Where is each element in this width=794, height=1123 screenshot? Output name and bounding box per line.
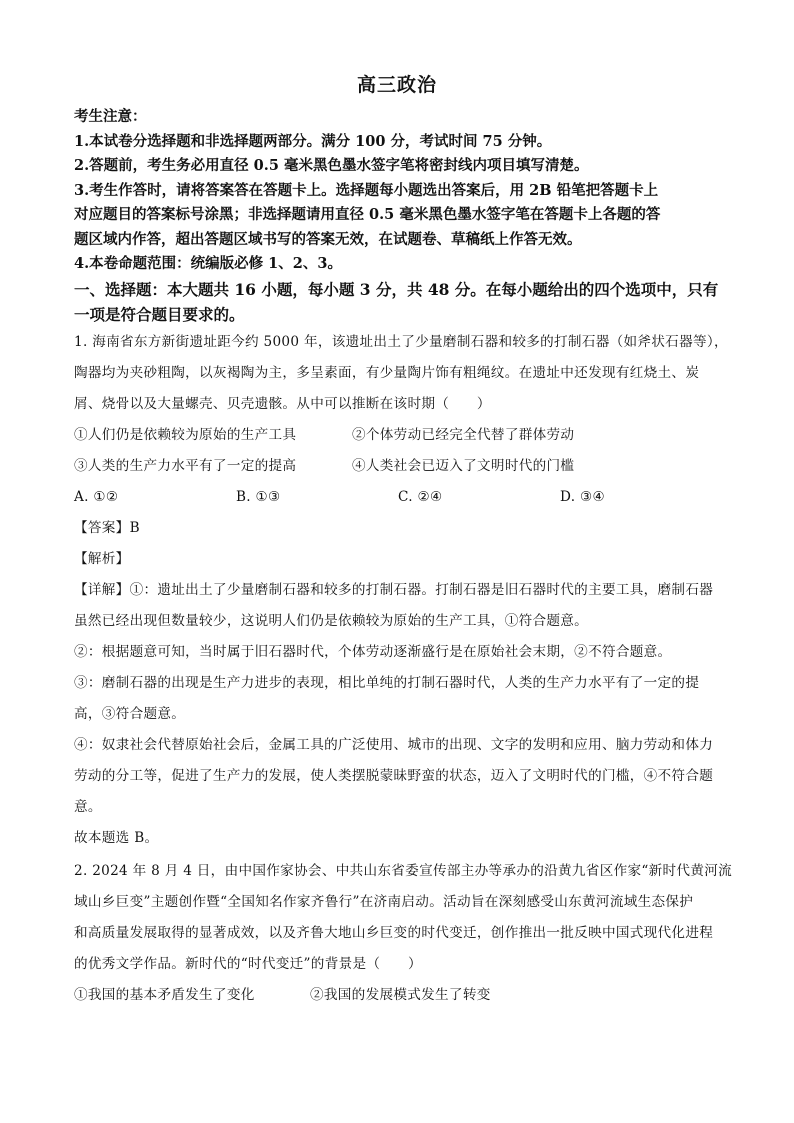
question-stem-line: 的优秀文学作品。新时代的“时代变迁”的背景是（ ） — [74, 956, 422, 972]
statement-row — [74, 451, 724, 482]
detail-line: 高，③符合题意。 — [74, 706, 186, 722]
statement-row — [74, 420, 724, 451]
analysis-label: 【解析】 — [74, 551, 130, 567]
question-stem-line: 1. 海南省东方新街遗址距今约 5000 年，该遗址出土了少量磨制石器和较多的打制石器（如斧状石器等）， — [74, 334, 728, 350]
question-stem-line: 2. 2024 年 8 月 4 日，由中国作家协会、中共山东省委宣传部主办等承办的沿黄九省区作家“新时代黄河流 — [74, 863, 732, 879]
notice-item: 1.本试卷分选择题和非选择题两部分。满分 100 分，考试时间 75 分钟。 — [74, 132, 552, 150]
notice-item: 对应题目的答案标号涂黑；非选择题请用直径 0.5 毫米黑色墨水签字笔在答题卡上各题的答 — [74, 206, 661, 223]
statement: ①人们仍是依赖较为原始的生产工具 — [74, 427, 297, 443]
notice-item: 4.本卷命题范围：统编版必修 1、2、3。 — [74, 255, 342, 272]
page-title: 高三政治 — [356, 74, 437, 96]
question-stem-line: 和高质量发展取得的显著成效，以及齐鲁大地山乡巨变的时代变迁，创作推出一批反映中国式现代化进程 — [74, 925, 714, 941]
choice-d: D. ③④ — [560, 489, 605, 505]
notice-item: 题区域内作答，超出答题区域书写的答案无效，在试题卷、草稿纸上作答无效。 — [74, 230, 582, 248]
section-line: 一、选择题：本大题共 16 小题，每小题 3 分，共 48 分。在每小题给出的四个选项中，只有 — [74, 280, 719, 299]
detail-line: ②：根据题意可知，当时属于旧石器时代，个体劳动逐渐盛行是在原始社会末期，②不符合题意。 — [74, 644, 672, 660]
question-stem-line: 陶器均为夹砂粗陶，以灰褐陶为主，多呈素面，有少量陶片饰有粗绳纹。在遗址中还发现有红烧土、炭 — [74, 365, 700, 381]
detail-line: 虽然已经出现但数量较少，这说明人们仍是依赖较为原始的生产工具，①符合题意。 — [74, 613, 589, 629]
statement: ④人类社会已迈入了文明时代的门槛 — [352, 458, 575, 474]
question-2 — [74, 856, 732, 1011]
detail-line: ④：奴隶社会代替原始社会后，金属工具的广泛使用、城市的出现、文字的发明和应用、脑力劳动和体力 — [74, 737, 714, 753]
exam-notice — [74, 105, 724, 277]
statement: ②我国的发展模式发生了转变 — [310, 987, 491, 1003]
notice-item: 2.答题前，考生务必用直径 0.5 毫米黑色墨水签字笔将密封线内项目填写清楚。 — [74, 157, 589, 174]
choice-c: C. ②④ — [398, 489, 443, 505]
detail-line: 劳动的分工等，促进了生产力的发展，使人类摆脱蒙昧野蛮的状态，迈入了文明时代的门槛，④不符合题 — [74, 768, 714, 784]
statement: ③人类的生产力水平有了一定的提高 — [74, 458, 297, 474]
notice-heading: 考生注意： — [74, 108, 147, 125]
answer-line: 【答案】B — [74, 520, 140, 536]
choice-b: B. ①③ — [236, 489, 281, 505]
section-line: 一项是符合题目要求的。 — [74, 305, 245, 324]
statement: ②个体劳动已经完全代替了群体劳动 — [352, 427, 575, 443]
question-stem-line: 域山乡巨变”主题创作暨“全国知名作家齐鲁行”在济南启动。活动旨在深刻感受山东黄河流域生态保护 — [74, 894, 694, 910]
detail-line: 故本题选 B。 — [74, 830, 159, 846]
statement: ①我国的基本矛盾发生了变化 — [74, 987, 255, 1003]
detail-line: 意。 — [74, 799, 102, 815]
notice-item: 3.考生作答时，请将答案答在答题卡上。选择题每小题选出答案后，用 2B 铅笔把答题卡上 — [74, 181, 659, 199]
choice-row — [74, 482, 724, 513]
detail-line: 【详解】①：遗址出土了少量磨制石器和较多的打制石器。打制石器是旧石器时代的主要工具，磨制石器 — [74, 582, 714, 598]
statement-row — [74, 980, 724, 1011]
section-heading — [74, 277, 724, 327]
question-1 — [74, 327, 728, 854]
question-stem-line: 屑、烧骨以及大量螺壳、贝壳遗骸。从中可以推断在该时期（ ） — [74, 396, 491, 412]
choice-a: A. ①② — [74, 489, 119, 505]
detail-line: ③：磨制石器的出现是生产力进步的表现，相比单纯的打制石器时代，人类的生产力水平有了一定的提 — [74, 675, 700, 691]
